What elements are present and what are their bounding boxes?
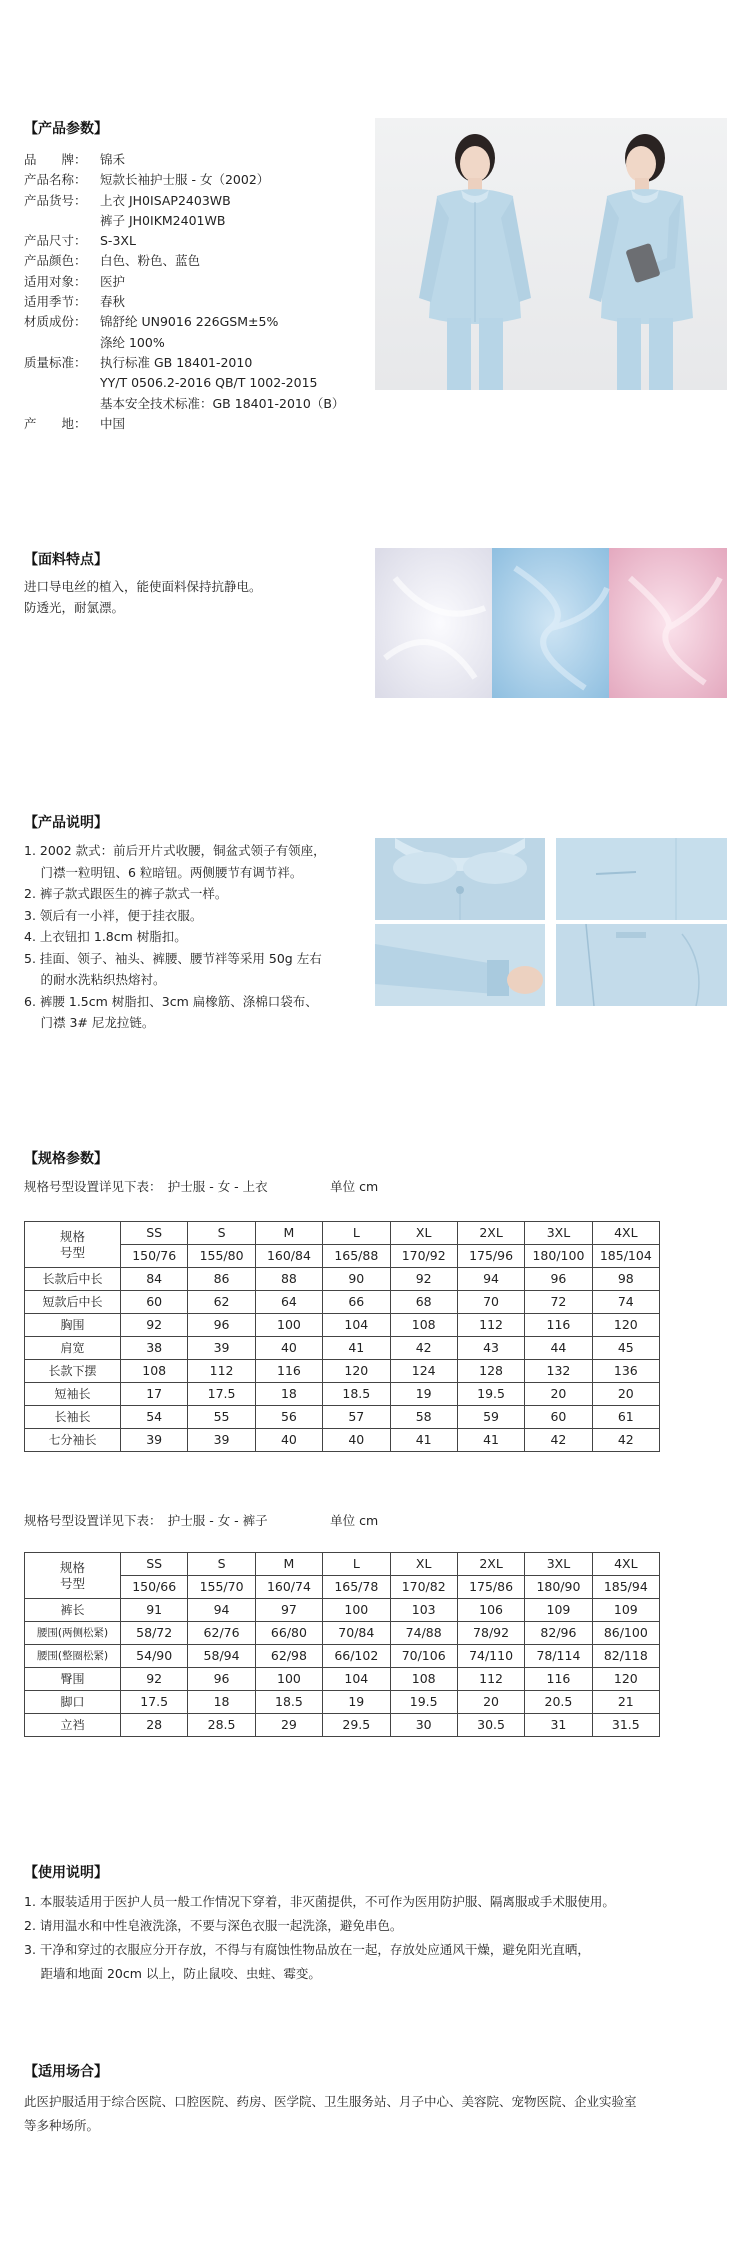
scene-line: 此医护服适用于综合医院、口腔医院、药房、医学院、卫生服务站、月子中心、美容院、宠物医院、企业实验室 — [24, 2094, 637, 2109]
table-cell: 86 — [188, 1268, 255, 1291]
size-code: 185/94 — [592, 1576, 659, 1599]
fabric-swatches — [375, 548, 727, 698]
table-cell: 19 — [323, 1691, 390, 1714]
table-cell: 19.5 — [390, 1691, 457, 1714]
table-cell: 31.5 — [592, 1714, 659, 1737]
table-cell: 29.5 — [323, 1714, 390, 1737]
param-row — [24, 150, 364, 170]
table-cell: 112 — [457, 1668, 524, 1691]
table-row — [25, 1622, 660, 1645]
usage-item: 2. 请用温水和中性皂液洗涤，不要与深色衣服一起洗涤，避免串色。 — [24, 1918, 403, 1933]
param-key: 品 牌： — [24, 152, 87, 167]
table-cell: 74/88 — [390, 1622, 457, 1645]
table-header-row — [25, 1553, 660, 1576]
table-cell: 104 — [323, 1314, 390, 1337]
table-cell: 59 — [457, 1406, 524, 1429]
table-cell: 124 — [390, 1360, 457, 1383]
table-cell: 108 — [121, 1360, 188, 1383]
row-label: 长款后中长 — [25, 1268, 121, 1291]
param-key: 适用对象： — [24, 273, 87, 289]
table-cell: 45 — [592, 1337, 659, 1360]
usage-item: 3. 干净和穿过的衣服应分开存放，不得与有腐蚀性物品放在一起，存放处应通风干燥，避免阳光直晒， — [24, 1942, 590, 1957]
param-value-line: 春秋 — [100, 294, 126, 310]
product-photo-models — [375, 118, 727, 390]
table-row — [25, 1691, 660, 1714]
size-code: 155/80 — [188, 1245, 255, 1268]
table-row — [25, 1406, 660, 1429]
usage-item: 1. 本服装适用于医护人员一般工作情况下穿着，非灭菌提供，不可作为医用防护服、隔离服或手术服使用。 — [24, 1894, 615, 1909]
size-code: 155/70 — [188, 1576, 255, 1599]
table-cell: 20.5 — [525, 1691, 592, 1714]
size-header: SS — [121, 1222, 188, 1245]
table-cell: 18 — [188, 1691, 255, 1714]
size-code: 175/86 — [457, 1576, 524, 1599]
table-cell: 41 — [323, 1337, 390, 1360]
table-cell: 109 — [592, 1599, 659, 1622]
table-cell: 78/92 — [457, 1622, 524, 1645]
table-cell: 62/98 — [255, 1645, 322, 1668]
table-cell: 116 — [255, 1360, 322, 1383]
table-cell: 18 — [255, 1383, 322, 1406]
table-cell: 28 — [121, 1714, 188, 1737]
desc-item: 5. 挂面、领子、袖头、裤腰、腰节袢等采用 50g 左右 — [24, 950, 322, 966]
section-title-desc: 【产品说明】 — [24, 815, 108, 831]
table-cell: 106 — [457, 1599, 524, 1622]
fabric-swatch-illustration — [375, 548, 727, 698]
table-cell: 21 — [592, 1691, 659, 1714]
fabric-line: 防透光，耐氯漂。 — [24, 600, 125, 615]
size-header: M — [255, 1553, 322, 1576]
waist-detail-illustration — [556, 924, 727, 1006]
table-cell: 88 — [255, 1268, 322, 1291]
table-cell: 97 — [255, 1599, 322, 1622]
param-value-line: 白色、粉色、蓝色 — [100, 253, 201, 269]
pants-table-caption: 规格号型设置详见下表： 护士服 - 女 - 裤子 单位 cm — [24, 1513, 379, 1528]
size-code: 180/100 — [525, 1245, 592, 1268]
param-row — [24, 353, 364, 414]
param-row — [24, 170, 364, 190]
param-value-line: YY/T 0506.2-2016 QB/T 1002-2015 — [100, 375, 318, 391]
table-cell: 68 — [390, 1291, 457, 1314]
table-cell: 42 — [390, 1337, 457, 1360]
table-header-row — [25, 1222, 660, 1245]
table-cell: 60 — [525, 1406, 592, 1429]
param-value-line: 裤子 JH0IKM2401WB — [100, 212, 226, 228]
param-value — [100, 272, 364, 292]
table-cell: 96 — [188, 1314, 255, 1337]
table-cell: 20 — [457, 1691, 524, 1714]
table-cell: 86/100 — [592, 1622, 659, 1645]
param-key: 产品尺寸： — [24, 233, 87, 249]
table-cell: 43 — [457, 1337, 524, 1360]
table-cell: 100 — [323, 1599, 390, 1622]
table-cell: 120 — [592, 1314, 659, 1337]
nurse-models-illustration — [375, 118, 727, 390]
fabric-line: 进口导电丝的植入，能使面料保持抗静电。 — [24, 579, 262, 594]
row-label: 长款下摆 — [25, 1360, 121, 1383]
section-title-usage: 【使用说明】 — [24, 1865, 108, 1881]
size-code: 165/78 — [323, 1576, 390, 1599]
table-cell: 20 — [592, 1383, 659, 1406]
table-cell: 112 — [457, 1314, 524, 1337]
table-cell: 40 — [255, 1337, 322, 1360]
table-cell: 96 — [188, 1668, 255, 1691]
table-cell: 42 — [525, 1429, 592, 1452]
table-cell: 66/102 — [323, 1645, 390, 1668]
table-row — [25, 1714, 660, 1737]
section-title-params: 【产品参数】 — [24, 121, 108, 137]
table-cell: 29 — [255, 1714, 322, 1737]
size-code: 170/92 — [390, 1245, 457, 1268]
size-code: 175/96 — [457, 1245, 524, 1268]
param-key: 材质成份： — [24, 314, 87, 330]
table-cell: 17 — [121, 1383, 188, 1406]
desc-item: 4. 上衣钮扣 1.8cm 树脂扣。 — [24, 929, 187, 944]
table-cell: 30 — [390, 1714, 457, 1737]
table-cell: 108 — [390, 1668, 457, 1691]
table-code-row — [25, 1245, 660, 1268]
table-row — [25, 1668, 660, 1691]
size-header: 2XL — [457, 1553, 524, 1576]
table-cell: 74/110 — [457, 1645, 524, 1668]
params-list — [24, 150, 364, 434]
table-cell: 41 — [390, 1429, 457, 1452]
table-cell: 74 — [592, 1291, 659, 1314]
table-cell: 92 — [121, 1668, 188, 1691]
param-key: 产 地： — [24, 415, 87, 431]
table-cell: 70/84 — [323, 1622, 390, 1645]
row-label: 腰围(两侧松紧) — [25, 1622, 121, 1645]
table-cell: 109 — [525, 1599, 592, 1622]
param-value — [100, 251, 364, 271]
param-row — [24, 292, 364, 312]
table-cell: 120 — [323, 1360, 390, 1383]
swatch-blue — [492, 548, 610, 698]
table-cell: 17.5 — [188, 1383, 255, 1406]
table-cell: 90 — [323, 1268, 390, 1291]
table-cell: 72 — [525, 1291, 592, 1314]
param-value — [100, 150, 364, 170]
desc-item: 的耐水洗粘织热熔衬。 — [24, 972, 166, 987]
table-cell: 96 — [525, 1268, 592, 1291]
param-value — [100, 191, 364, 232]
section-title-fabric: 【面料特点】 — [24, 552, 108, 568]
table-row — [25, 1429, 660, 1452]
table-row — [25, 1383, 660, 1406]
size-code: 170/82 — [390, 1576, 457, 1599]
top-table-caption: 规格号型设置详见下表： 护士服 - 女 - 上衣 单位 cm — [24, 1179, 379, 1194]
table-cell: 82/118 — [592, 1645, 659, 1668]
section-title-size: 【规格参数】 — [24, 1151, 108, 1167]
table-cell: 132 — [525, 1360, 592, 1383]
param-value-line: S-3XL — [100, 233, 136, 249]
row-label: 肩宽 — [25, 1337, 121, 1360]
table-cell: 18.5 — [255, 1691, 322, 1714]
desc-item: 6. 裤腰 1.5cm 树脂扣、3cm 扁橡筋、涤棉口袋布、 — [24, 993, 318, 1009]
table-cell: 120 — [592, 1668, 659, 1691]
size-header: SS — [121, 1553, 188, 1576]
detail-photo-pocket — [556, 838, 727, 920]
desc-item: 门襟 3# 尼龙拉链。 — [24, 1015, 155, 1030]
table-corner-label: 规格 号型 — [25, 1222, 121, 1268]
table-cell: 19.5 — [457, 1383, 524, 1406]
param-value-line: 涤纶 100% — [100, 334, 165, 350]
size-code: 185/104 — [592, 1245, 659, 1268]
table-cell: 44 — [525, 1337, 592, 1360]
row-label: 裤长 — [25, 1599, 121, 1622]
desc-item: 2. 裤子款式跟医生的裤子款式一样。 — [24, 886, 228, 901]
size-header: XL — [390, 1222, 457, 1245]
table-cell: 58/72 — [121, 1622, 188, 1645]
row-label: 立裆 — [25, 1714, 121, 1737]
param-row — [24, 272, 364, 292]
row-label: 胸围 — [25, 1314, 121, 1337]
table-cell: 103 — [390, 1599, 457, 1622]
table-cell: 91 — [121, 1599, 188, 1622]
param-value-line: 基本安全技术标准：GB 18401-2010（B） — [100, 395, 345, 411]
desc-list — [24, 840, 326, 1034]
table-code-row — [25, 1576, 660, 1599]
table-cell: 40 — [323, 1429, 390, 1452]
row-label: 腰围(整圈松紧) — [25, 1645, 121, 1668]
param-value — [100, 414, 364, 434]
row-label: 短袖长 — [25, 1383, 121, 1406]
param-value-line: 医护 — [100, 273, 126, 289]
table-cell: 94 — [457, 1268, 524, 1291]
table-cell: 82/96 — [525, 1622, 592, 1645]
detail-photo-waist — [556, 924, 727, 1006]
row-label: 短款后中长 — [25, 1291, 121, 1314]
table-cell: 58/94 — [188, 1645, 255, 1668]
collar-detail-illustration — [375, 838, 545, 920]
param-value — [100, 170, 364, 190]
detail-photo-collar — [375, 838, 545, 920]
param-key: 产品名称： — [24, 172, 87, 188]
table-cell: 84 — [121, 1268, 188, 1291]
table-cell: 54 — [121, 1406, 188, 1429]
desc-item: 3. 领后有一小袢，便于挂衣服。 — [24, 907, 203, 923]
table-cell: 31 — [525, 1714, 592, 1737]
row-label: 长袖长 — [25, 1406, 121, 1429]
desc-item: 1. 2002 款式：前后开片式收腰，铜盆式领子有领座， — [24, 843, 326, 858]
detail-photo-cuff — [375, 924, 545, 1006]
table-cell: 116 — [525, 1668, 592, 1691]
size-header: 3XL — [525, 1222, 592, 1245]
param-key: 质量标准： — [24, 354, 87, 370]
param-value-line: 短款长袖护士服 - 女（2002） — [100, 172, 270, 188]
size-code: 180/90 — [525, 1576, 592, 1599]
table-row — [25, 1268, 660, 1291]
table-cell: 40 — [255, 1429, 322, 1452]
table-cell: 39 — [188, 1337, 255, 1360]
table-row — [25, 1291, 660, 1314]
size-code: 165/88 — [323, 1245, 390, 1268]
table-cell: 136 — [592, 1360, 659, 1383]
table-cell: 62 — [188, 1291, 255, 1314]
usage-item: 距墙和地面 20cm 以上，防止鼠咬、虫蛀、霉变。 — [24, 1966, 321, 1981]
param-value — [100, 231, 364, 251]
size-code: 150/76 — [121, 1245, 188, 1268]
param-row — [24, 191, 364, 232]
pocket-detail-illustration — [556, 838, 727, 920]
param-value-line: 锦舒纶 UN9016 226GSM±5% — [100, 314, 279, 330]
usage-list — [24, 1890, 615, 1986]
row-label: 臀围 — [25, 1668, 121, 1691]
table-cell: 78/114 — [525, 1645, 592, 1668]
table-cell: 42 — [592, 1429, 659, 1452]
size-code: 160/84 — [255, 1245, 322, 1268]
table-cell: 62/76 — [188, 1622, 255, 1645]
param-key: 产品颜色： — [24, 253, 87, 269]
table-cell: 104 — [323, 1668, 390, 1691]
table-cell: 70/106 — [390, 1645, 457, 1668]
table-cell: 100 — [255, 1668, 322, 1691]
size-header: 2XL — [457, 1222, 524, 1245]
param-value — [100, 292, 364, 312]
param-value — [100, 353, 364, 414]
table-cell: 18.5 — [323, 1383, 390, 1406]
size-header: 4XL — [592, 1222, 659, 1245]
size-header: L — [323, 1222, 390, 1245]
scene-line: 等多种场所。 — [24, 2118, 100, 2133]
row-label: 七分袖长 — [25, 1429, 121, 1452]
size-header: L — [323, 1553, 390, 1576]
row-label: 脚口 — [25, 1691, 121, 1714]
param-row — [24, 231, 364, 251]
table-cell: 100 — [255, 1314, 322, 1337]
table-cell: 92 — [121, 1314, 188, 1337]
table-corner-label: 规格 号型 — [25, 1553, 121, 1599]
size-header: 4XL — [592, 1553, 659, 1576]
scene-text — [24, 2090, 637, 2138]
table-cell: 112 — [188, 1360, 255, 1383]
table-cell: 19 — [390, 1383, 457, 1406]
table-cell: 39 — [188, 1429, 255, 1452]
table-cell: 66 — [323, 1291, 390, 1314]
table-cell: 94 — [188, 1599, 255, 1622]
table-row — [25, 1337, 660, 1360]
table-cell: 38 — [121, 1337, 188, 1360]
table-cell: 70 — [457, 1291, 524, 1314]
size-header: XL — [390, 1553, 457, 1576]
table-cell: 66/80 — [255, 1622, 322, 1645]
section-title-scene: 【适用场合】 — [24, 2064, 108, 2080]
table-cell: 64 — [255, 1291, 322, 1314]
size-table-pants — [24, 1552, 660, 1737]
table-cell: 92 — [390, 1268, 457, 1291]
table-cell: 61 — [592, 1406, 659, 1429]
desc-item: 门襟一粒明钮、6 粒暗钮。两侧腰节有调节袢。 — [24, 864, 303, 880]
param-value-line: 锦禾 — [100, 152, 126, 167]
fabric-text — [24, 576, 262, 618]
table-cell: 41 — [457, 1429, 524, 1452]
param-key: 适用季节： — [24, 294, 87, 310]
table-cell: 54/90 — [121, 1645, 188, 1668]
cuff-detail-illustration — [375, 924, 545, 1006]
size-table-top — [24, 1221, 660, 1452]
param-row — [24, 414, 364, 434]
param-value-line: 执行标准 GB 18401-2010 — [100, 354, 253, 370]
table-cell: 128 — [457, 1360, 524, 1383]
table-row — [25, 1314, 660, 1337]
table-cell: 30.5 — [457, 1714, 524, 1737]
param-key: 产品货号： — [24, 192, 87, 208]
table-cell: 55 — [188, 1406, 255, 1429]
table-cell: 57 — [323, 1406, 390, 1429]
param-row — [24, 251, 364, 271]
param-value-line: 上衣 JH0ISAP2403WB — [100, 192, 231, 208]
size-header: M — [255, 1222, 322, 1245]
param-row — [24, 312, 364, 353]
table-cell: 60 — [121, 1291, 188, 1314]
size-header: S — [188, 1222, 255, 1245]
table-row — [25, 1645, 660, 1668]
table-cell: 39 — [121, 1429, 188, 1452]
table-row — [25, 1599, 660, 1622]
size-header: S — [188, 1553, 255, 1576]
table-cell: 20 — [525, 1383, 592, 1406]
table-row — [25, 1360, 660, 1383]
table-cell: 98 — [592, 1268, 659, 1291]
size-header: 3XL — [525, 1553, 592, 1576]
table-cell: 28.5 — [188, 1714, 255, 1737]
size-code: 160/74 — [255, 1576, 322, 1599]
table-cell: 108 — [390, 1314, 457, 1337]
size-code: 150/66 — [121, 1576, 188, 1599]
param-value-line: 中国 — [100, 415, 126, 431]
param-value — [100, 312, 364, 353]
table-cell: 58 — [390, 1406, 457, 1429]
table-cell: 56 — [255, 1406, 322, 1429]
table-cell: 116 — [525, 1314, 592, 1337]
table-cell: 17.5 — [121, 1691, 188, 1714]
